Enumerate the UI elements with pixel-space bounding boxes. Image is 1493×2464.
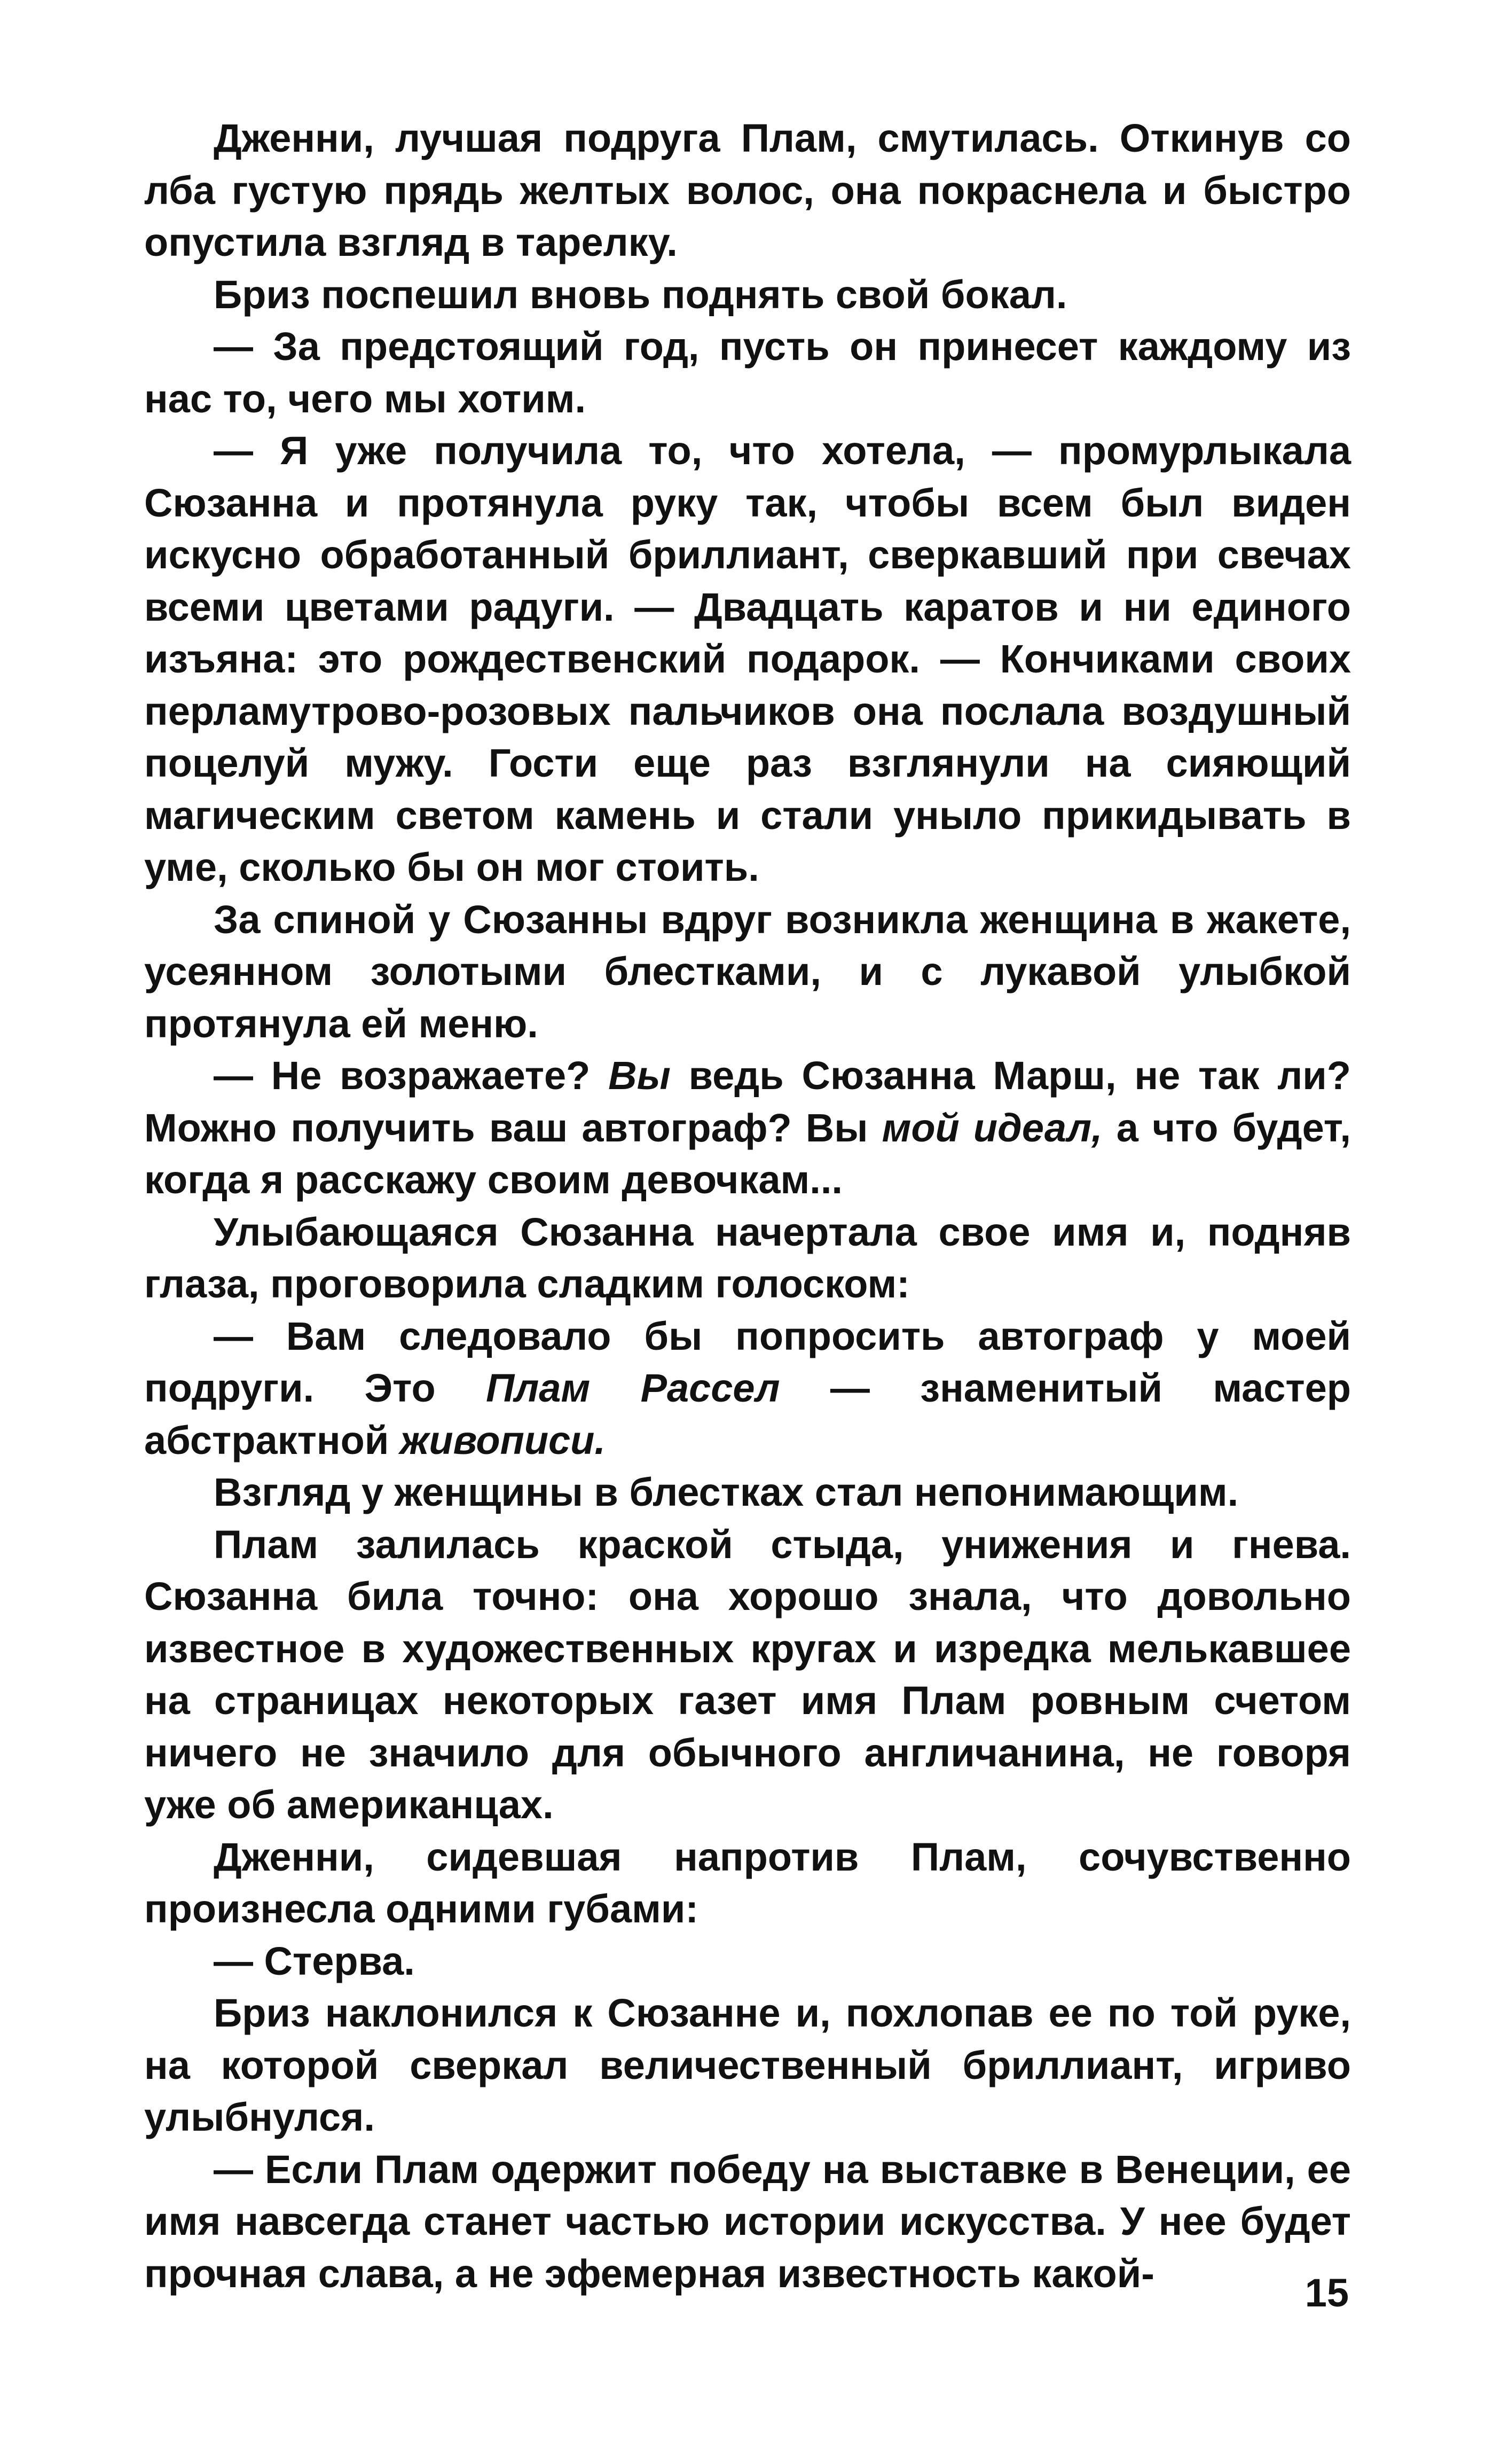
paragraph — [144, 1050, 1351, 1206]
text-run: Улыбающаяся Сюзанна начертала свое имя и, подняв глаза, проговорила сладким голоском: — [144, 1209, 1351, 1306]
text-run: — За предстоящий год, пусть он принесет каждому из нас то, чего мы хотим. — [144, 324, 1351, 421]
paragraph — [144, 1206, 1351, 1310]
paragraph — [144, 112, 1351, 269]
text-run: Плам залилась краской стыда, унижения и гнева. Сюзанна била точно: она хорошо знала, что довольно известное в художественных кругах и изредка мелькавшее на страницах некоторых газет имя Плам ровным счетом ничего не значило для обычного англичанина, не говоря уже об американцах. — [144, 1522, 1351, 1827]
paragraph — [144, 1831, 1351, 1935]
italic-text: Плам Рассел — [486, 1366, 780, 1410]
text-run: Бриз поспешил вновь поднять свой бокал. — [214, 272, 1067, 317]
body-text — [144, 112, 1351, 2299]
italic-text: мой идеал, — [882, 1105, 1103, 1150]
paragraph — [144, 1310, 1351, 1467]
italic-text: Вы — [608, 1053, 671, 1098]
text-run: — Не возражаете? — [214, 1053, 609, 1098]
text-run: Дженни, сидевшая напротив Плам, сочувственно произнесла одними губами: — [144, 1834, 1351, 1931]
paragraph — [144, 1466, 1351, 1519]
paragraph — [144, 1935, 1351, 1988]
text-run: — Если Плам одержит победу на выставке в Венеции, ее имя навсегда станет частью истории искусства. У нее будет прочная слава, а не эфемерная известность какой- — [144, 2147, 1351, 2296]
paragraph — [144, 425, 1351, 894]
paragraph — [144, 1519, 1351, 1831]
text-run: — Стерва. — [214, 1938, 415, 1983]
text-run: — Вам следовало бы попросить автограф у моей подруги. Это — [144, 1313, 1351, 1410]
text-run: За спиной у Сюзанны вдруг возникла женщина в жакете, усеянном золотыми блестками, и с лукавой улыбкой протянула ей меню. — [144, 897, 1351, 1046]
paragraph — [144, 2144, 1351, 2300]
page-number: 15 — [1305, 2271, 1349, 2315]
text-run: — знаменитый мастер абстрактной — [144, 1366, 1351, 1462]
text-run: Бриз наклонился к Сюзанне и, похлопав ее по той руке, на которой сверкал величественный бриллиант, игриво улыбнулся. — [144, 1991, 1351, 2139]
text-run: ведь Сюзанна Марш, не так ли? Можно получить ваш автограф? Вы — [144, 1053, 1351, 1150]
paragraph — [144, 269, 1351, 321]
italic-text: живописи. — [399, 1418, 606, 1462]
text-run: Дженни, лучшая подруга Плам, смутилась. Откинув со лба густую прядь желтых волос, она покраснела и быстро опустила взгляд в тарелку. — [144, 116, 1351, 264]
text-run: — Я уже получила то, что хотела, — промурлыкала Сюзанна и протянула руку так, чтобы всем был виден искусно обработанный бриллиант, сверкавший при свечах всеми цветами радуги. — Двадцать каратов и ни единого изъяна: это рождественский подарок. — Кончиками своих перламутрово-розовых пальчиков она послала воздушный поцелуй мужу. Гости еще раз взглянули на сияющий магическим светом камень и стали уныло прикидывать в уме, сколько бы он мог стоить. — [144, 428, 1351, 889]
text-run: Взгляд у женщины в блестках стал непонимающим. — [214, 1470, 1239, 1514]
paragraph — [144, 1987, 1351, 2144]
text-run: а что будет, когда я расскажу своим девочкам... — [144, 1105, 1351, 1202]
paragraph — [144, 894, 1351, 1050]
paragraph — [144, 320, 1351, 425]
